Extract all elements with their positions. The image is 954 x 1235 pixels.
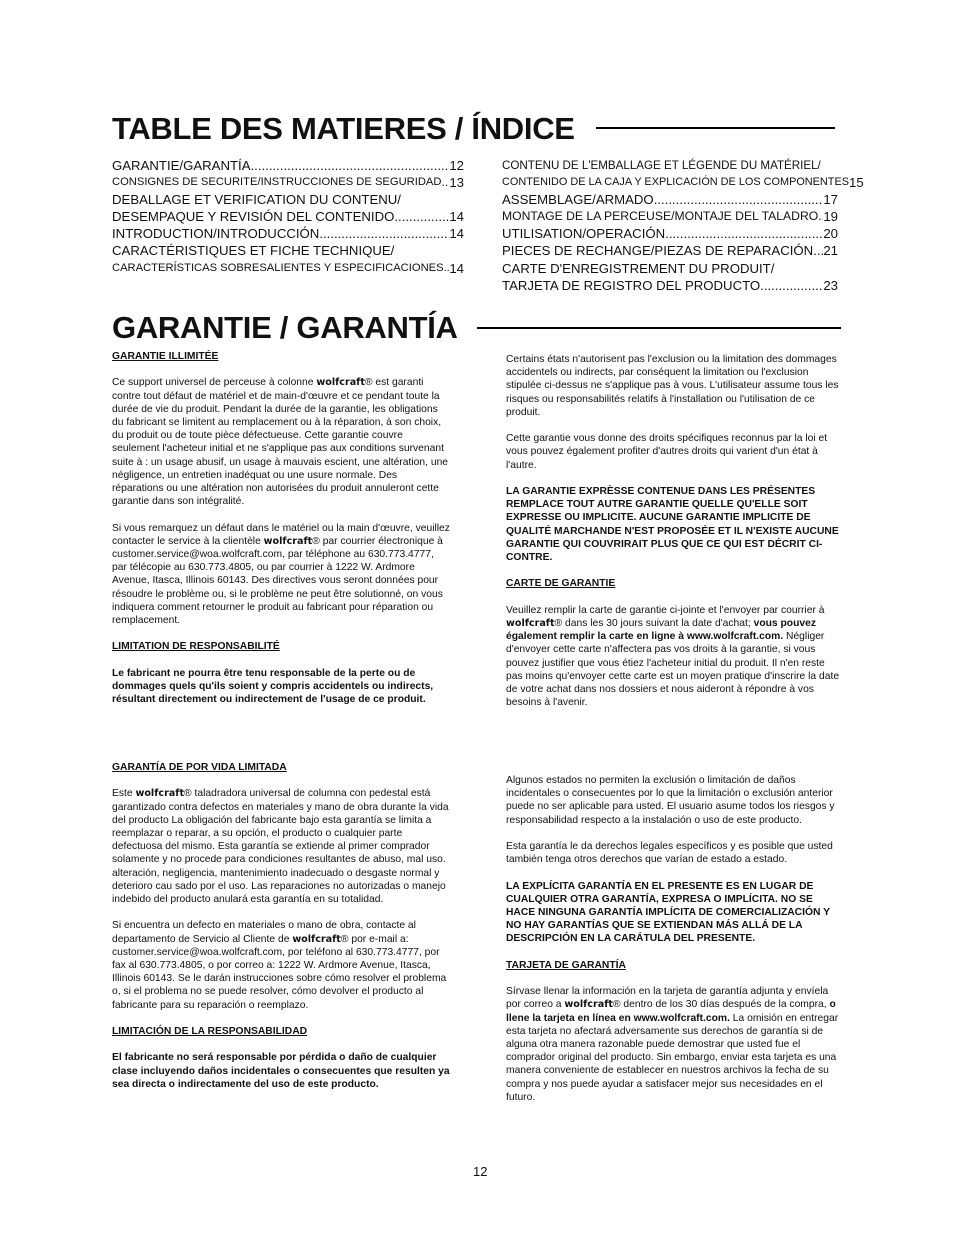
brand-name: wolfcraft — [564, 999, 613, 1011]
brand-name: wolfcraft — [292, 933, 341, 945]
toc-right-column — [502, 157, 864, 294]
paragraph: Este wolfcraft® taladradora universal de columna con pedestal está garantizado contra defectos en materiales y mano de obra durante la vida del producto La obligación del fabricante bajo esta garantía se limita a reemplazar o reparar, a su opción, el producto o cualquier parte defectuosa del mismo. Esta garantía se extiende al primer comprador solamente y no procede para condiciones resultantes de abuso, mal uso. alteración, negligencia, mantenimiento inadecuado o desgaste normal y deterioro cau sado por el uso. Las reparaciones no autorizadas o manejo indebido del producto anulará esta garantía en su totalidad. — [112, 788, 449, 906]
french-warranty-right-column — [506, 353, 840, 723]
brand-name: wolfcraft — [506, 618, 555, 629]
paragraph: Si encuentra un defecto en materiales o mano de obra, contacte al departamento de Servicio al Cliente de wolfcraft® por e-mail a: customer.service@woa.wolfcraft.com, por teléfono al 630.773.4777, por fax al 630.773.4805, o por correo a: 1222 W. Ardmore Avenue, Itasca, Illinois 60143. Se le darán instrucciones sobre cómo resolver el problema o, si el problema no se puede resolver, cómo devolver el producto al fabricante para su reparación o reemplazo. — [112, 920, 447, 1011]
brand-name: wolfcraft — [316, 377, 365, 389]
toc-entry-pieces[interactable]: PIECES DE RECHANGE/PIEZAS DE REPARACIÓN ..... 21 — [502, 242, 838, 259]
toc-entry-caracteristiques-line1: CARACTÉRISTIQUES ET FICHE TECHNIQUE/ — [112, 243, 395, 259]
warranty-heading: GARANTIE / GARANTÍA — [112, 310, 458, 345]
toc-heading-rule — [596, 127, 835, 129]
section-title-carte-de-garantie: CARTE DE GARANTIE — [506, 578, 616, 590]
section-title-limitacion: LIMITACIÓN DE LA RESPONSABILIDAD — [112, 1026, 308, 1038]
section-title-garantia-limitada: GARANTÍA DE POR VIDA LIMITADA — [112, 762, 287, 773]
toc-entry-introduction[interactable]: INTRODUCTION/INTRODUCCIÓN ..... 14 — [112, 225, 464, 242]
brand-name: wolfcraft — [263, 535, 313, 547]
toc-entry-contenu[interactable]: CONTENIDO DE LA CAJA Y EXPLICACIÓN DE LOS COMPONENTES 15 — [502, 175, 864, 191]
toc-left-column — [112, 157, 464, 277]
toc-heading: TABLE DES MATIERES / ÍNDICE — [112, 111, 575, 146]
toc-entry-consignes[interactable]: CONSIGNES DE SECURITE/INSTRUCCIONES DE SEGURIDAD ..... 13 — [112, 174, 464, 191]
toc-entry-montage[interactable]: MONTAGE DE LA PERCEUSE/MONTAJE DEL TALADRO ..... 19 — [502, 208, 838, 225]
toc-entry-assemblage[interactable]: ASSEMBLAGE/ARMADO ..... 17 — [502, 191, 838, 208]
paragraph: Esta garantía le da derechos legales específicos y es posible que usted también tenga otros derechos que varían de estado a estado. — [506, 841, 833, 866]
paragraph: Certains états n'autorisent pas l'exclusion ou la limitation des dommages accidentels ou indirects, par conséquent la limitation ou l'exclusion stipulée ci-dessus ne s'applique pas à vous. L'utilisateur assume tous les risques ou responsabilités relatifs à l'installation ou l'utilisation de ce produit. — [506, 354, 839, 418]
spanish-warranty-left-column — [112, 761, 450, 1104]
warranty-heading-rule — [477, 327, 841, 329]
section-title-tarjeta-de-garantia: TARJETA DE GARANTÍA — [506, 959, 626, 971]
paragraph: Veuillez remplir la carte de garantie ci-jointe et l'envoyer par courrier à wolfcraft® dans les 30 jours suivant la date d'achat; vous pouvez également remplir la carte en ligne à www.wolfcraft.com. Négliger d'envoyer cette carte n'affectera pas vos droits à la garantie, si vous pouvez justifier que vous étiez l'acheteur initial du produit. Il n'en reste pas moins qu'envoyer cette carte est un moyen pratique d'inscrire la date de votre achat dans nos dossiers et nous aideront à répondre à vos besoins à l'avenir. — [506, 604, 840, 709]
paragraph: Algunos estados no permiten la exclusión o limitación de daños incidentales o consecuentes por lo que la limitación o exclusión anterior puede no ser aplicable para usted. El usuario asume todos los riesgos y responsabilidad respecto a la instalación o uso de este producto. — [506, 775, 835, 826]
section-title-limitation: LIMITATION DE RESPONSABILITÉ — [112, 641, 280, 653]
brand-name: wolfcraft — [135, 788, 185, 800]
toc-entry-caracteristiques[interactable]: CARACTERÍSTICAS SOBRESALIENTES Y ESPECIFICACIONES ..... 14 — [112, 260, 464, 277]
toc-entry-carte[interactable]: TARJETA DE REGISTRO DEL PRODUCTO ..... 23 — [502, 277, 838, 294]
section-title-garantie-illimitee: GARANTIE ILLIMITÉE — [112, 351, 219, 362]
toc-entry-carte-line1: CARTE D'ENREGISTREMENT DU PRODUIT/ — [502, 260, 775, 276]
paragraph: El fabricante no será responsable por pérdida o daño de cualquier clase incluyendo daños incidentales o consecuentes que resulten ya sea directa o indirectamente del uso de este producto. — [112, 1052, 450, 1090]
toc-entry-utilisation[interactable]: UTILISATION/OPERACIÓN ..... 20 — [502, 225, 838, 242]
page-number: 12 — [473, 1164, 488, 1179]
paragraph: LA EXPLÍCITA GARANTÍA EN EL PRESENTE ES EN LUGAR DE CUALQUIER OTRA GARANTÍA, EXPRESA O IMPLÍCITA. NO SE HACE NINGUNA GARANTÍA IMPLÍCITA DE COMERCIALIZACIÓN Y NO HAY GARANTÍAS QUE SE EXTIENDAN MÁS ALLÁ DE LA DESCRIPCIÓN EN LA CARÁTULA DEL PRESENTE. — [506, 880, 830, 945]
french-warranty-left-column — [112, 350, 450, 720]
toc-entry-contenu-line1: CONTENU DE L'EMBALLAGE ET LÉGENDE DU MATÉRIEL/ — [502, 159, 821, 172]
toc-entry-deballage[interactable]: DESEMPAQUE Y REVISIÓN DEL CONTENIDO ..... 14 — [112, 208, 464, 225]
paragraph: Ce support universel de perceuse à colonne wolfcraft® est garanti contre tout défaut de matériel et de main-d'œuvre et ce pendant toute la durée de vie du produit. Pendant la durée de la garantie, les obligations du fabricant se limitent au remplacement ou à la réparation, à son choix, du produit ou de toute pièce défectueuse. Cette garantie couvre seulement l'acheteur initial et ne s'applique pas aux conditions survenant suite à : un usage abusif, un usage à mauvais escient, une altération, une négligence, un entretien inadéquat ou une usure normale. Des réparations ou une altération non autorisées du produit annuleront cette garantie dans son intégralité. — [112, 377, 449, 508]
toc-entry-deballage-line1: DEBALLAGE ET VERIFICATION DU CONTENU/ — [112, 192, 401, 208]
paragraph: Cette garantie vous donne des droits spécifiques reconnus par la loi et vous pouvez également profiter d'autres droits qui varient d'un état à l'autre. — [506, 433, 828, 471]
paragraph: Si vous remarquez un défaut dans le matériel ou la main d'œuvre, veuillez contacter le service à la clientèle wolfcraft® par courrier électronique à customer.service@woa.wolfcraft.com, par téléphone au 630.773.4777, par télécopie au 630.773.4805, ou par courrier à 1222 W. Ardmore Avenue, Itasca, Illinois 60143. Des directives vous seront données pour résoudre le problème ou, si le problème ne peut être solutionné, on vous indiquera comment retourner le produit au fabricant pour réparation ou remplacement. — [112, 522, 450, 627]
toc-entry-garantie[interactable]: GARANTIE/GARANTÍA ..... 12 — [112, 157, 464, 174]
paragraph: Le fabricant ne pourra être tenu responsable de la perte ou de dommages quels qu'ils soient y compris accidentels ou indirects, résultant directement ou indirectement de l'usage de ce produit. — [112, 667, 434, 706]
spanish-warranty-right-column — [506, 774, 842, 1117]
paragraph: Sírvase llenar la información en la tarjeta de garantía adjunta y envíela por correo a wolfcraft® dentro de los 30 días después de la compra, o llene la tarjeta en línea en www.wolfcraft.com. La omisión en entregar esta tarjeta no afectará adversamente sus derechos de garantía si de alguna otra manera razonable puede demostrar que usted fue el comprador original del producto. Sin embargo, enviar esta tarjeta es una manera conveniente de establecer en nuestros archivos la fecha de su compra y nos puede ayudar a satisfacer mejor sus necesidades en el futuro. — [506, 986, 839, 1103]
paragraph: LA GARANTIE EXPRÈSSE CONTENUE DANS LES PRÉSENTES REMPLACE TOUT AUTRE GARANTIE QUELLE QU'ELLE SOIT EXPRESSE OU IMPLICITE. AUCUNE GARANTIE IMPLICITE DE QUALITÉ MARCHANDE N'EST PROPOSÉE ET IL N'EXISTE AUCUNE GARANTIE QUI COUVRIRAIT PLUS QUE CE QUI EST DÉCRIT CI-CONTRE. — [506, 486, 839, 564]
